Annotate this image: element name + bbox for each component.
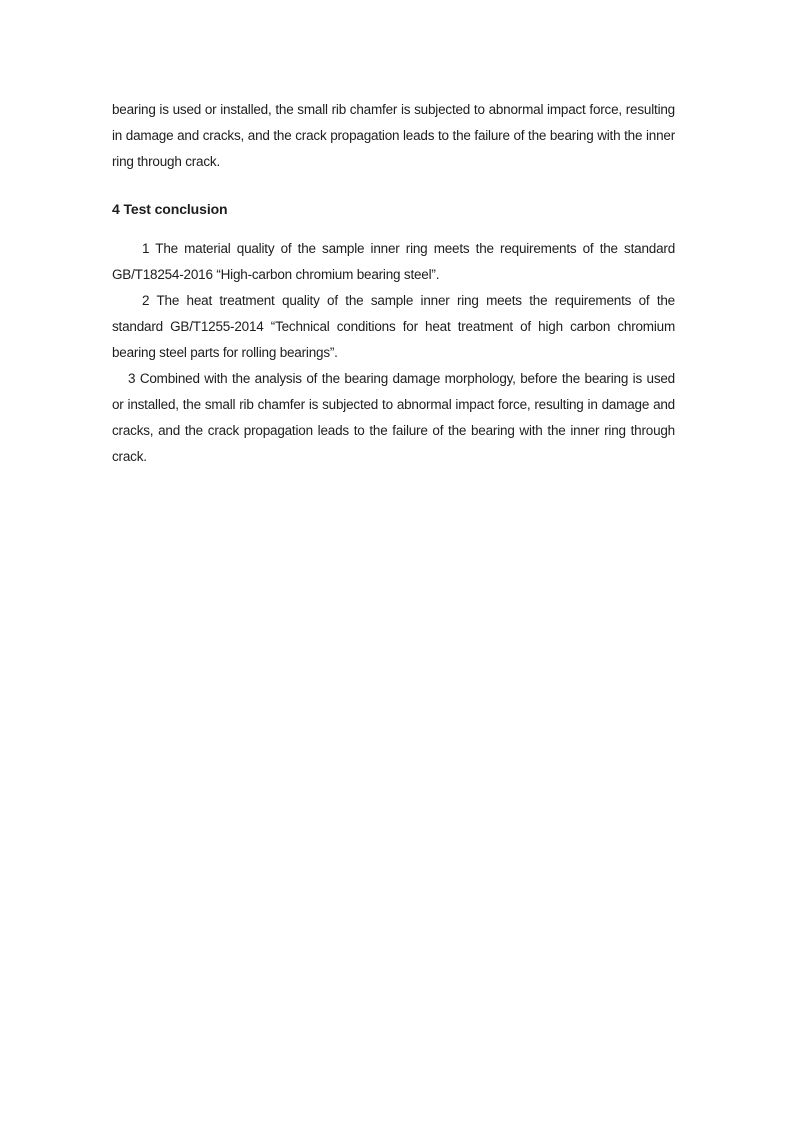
conclusion-item-1: 1 The material quality of the sample inner ring meets the requirements of the standard GB/T18254-2016 “High-carbon chromium bearing steel”. <box>112 241 675 282</box>
conclusion-item-3: 3 Combined with the analysis of the bearing damage morphology, before the bearing is used or installed, the small rib chamfer is subjected to abnormal impact force, resulting in damage and cracks, and the crack propagation leads to the failure of the bearing with the inner ring through crack. <box>112 371 675 464</box>
conclusion-item-2: 2 The heat treatment quality of the sample inner ring meets the requirements of the standard GB/T1255-2014 “Technical conditions for heat treatment of high carbon chromium bearing steel parts for rolling bearings”. <box>112 293 675 360</box>
paragraph-continuation: bearing is used or installed, the small rib chamfer is subjected to abnormal impact force, resulting in damage and cracks, and the crack propagation leads to the failure of the bearing with the inner ring through crack. <box>112 102 675 169</box>
section-heading: 4 Test conclusion <box>112 201 228 217</box>
